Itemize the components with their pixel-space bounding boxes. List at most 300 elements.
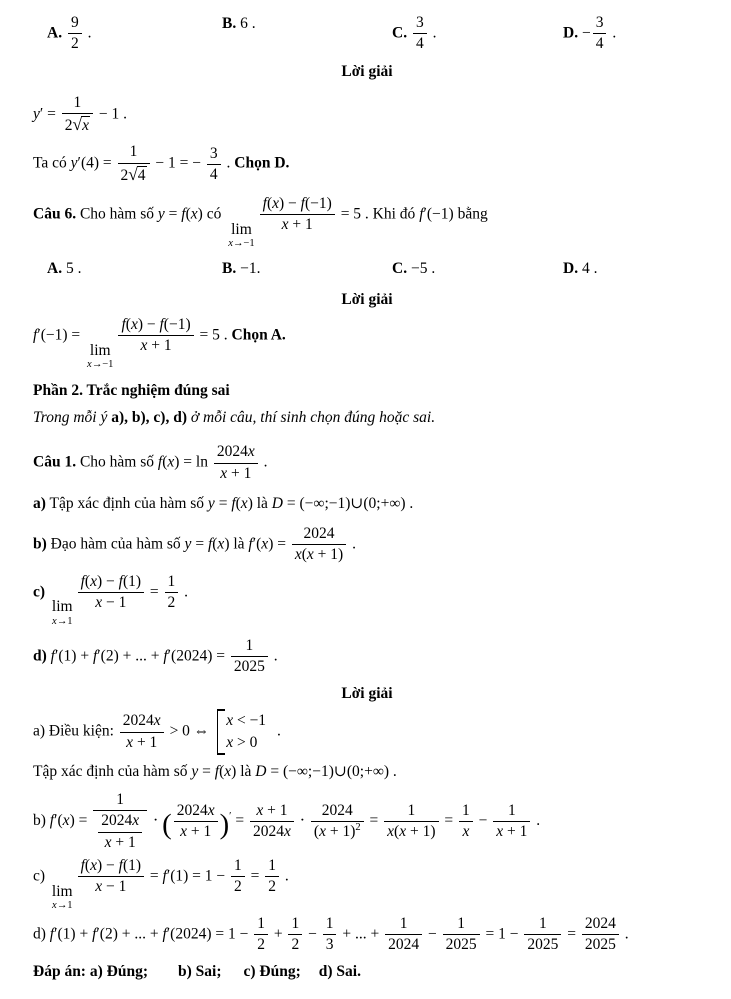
limit-subscript bbox=[52, 616, 72, 628]
denominator bbox=[593, 34, 607, 53]
text-run: 2 bbox=[257, 936, 265, 954]
numerator bbox=[288, 915, 302, 935]
text-run: D bbox=[271, 494, 283, 512]
text-run: x bbox=[319, 822, 326, 840]
limit-subscript bbox=[228, 238, 254, 250]
text-run: 1 bbox=[399, 915, 408, 933]
option-d bbox=[563, 259, 701, 279]
text-run: ) − bbox=[96, 572, 119, 590]
text-run: ( bbox=[125, 315, 131, 333]
text-run: c) Đúng; bbox=[243, 962, 301, 980]
text-run: A. bbox=[47, 260, 63, 278]
fraction bbox=[118, 143, 150, 185]
denominator bbox=[120, 733, 164, 752]
text-run: 1 bbox=[291, 915, 300, 933]
limit bbox=[87, 343, 113, 371]
numerator bbox=[260, 195, 335, 215]
text-run: D bbox=[255, 762, 267, 780]
text-run: C. bbox=[392, 260, 408, 278]
text-run: Đáp án: a) Đúng; bbox=[33, 962, 148, 980]
text-run: 4 bbox=[595, 35, 604, 53]
text-run: ′(2024) = 1 − bbox=[166, 925, 253, 943]
text-run: . bbox=[532, 811, 541, 829]
text-run: f bbox=[80, 572, 85, 590]
text-run: x bbox=[104, 833, 112, 851]
text-run: + 1 bbox=[147, 337, 172, 354]
text-run: 2024 bbox=[321, 801, 353, 819]
numerator bbox=[493, 802, 530, 822]
big-paren: ( bbox=[162, 808, 172, 841]
solution-c bbox=[33, 857, 701, 912]
text-run: 4 bbox=[415, 35, 424, 53]
text-run: −5 . bbox=[407, 260, 436, 278]
text-run: ) = bbox=[268, 535, 290, 553]
text-run: Chọn A. bbox=[231, 326, 286, 344]
numerator bbox=[524, 915, 561, 935]
numerator bbox=[292, 525, 346, 545]
text-run: f bbox=[33, 326, 38, 344]
text-run: c) bbox=[33, 582, 46, 600]
text-run: f bbox=[92, 925, 97, 943]
text-run: = bbox=[198, 762, 215, 780]
numerator bbox=[265, 857, 279, 877]
text-run: 2025 bbox=[233, 658, 265, 676]
text-run: . bbox=[180, 582, 189, 600]
text-run: x bbox=[272, 195, 280, 213]
text-run: D. bbox=[563, 260, 579, 278]
text-run: . bbox=[259, 453, 268, 471]
text-run: x bbox=[226, 712, 234, 730]
text-run: 4 bbox=[137, 166, 146, 184]
text-run: a) Điều kiện: bbox=[33, 722, 118, 740]
fraction bbox=[288, 915, 302, 955]
solution-d bbox=[33, 915, 701, 955]
radical-sign: √ bbox=[72, 114, 83, 134]
text-run: 2 bbox=[120, 166, 129, 184]
answer-options-q5 bbox=[33, 14, 701, 54]
option-b bbox=[222, 14, 392, 54]
text-run: 4 . bbox=[578, 260, 598, 278]
fraction bbox=[443, 915, 480, 955]
text-run: x bbox=[167, 453, 175, 471]
text-run: f bbox=[300, 195, 305, 213]
text-run: = bbox=[214, 494, 232, 512]
text-run: − 1 = − bbox=[151, 154, 205, 172]
text-run: . bbox=[273, 722, 281, 740]
fraction bbox=[582, 915, 619, 955]
text-run: ′(1) + bbox=[54, 647, 93, 665]
text-run: f bbox=[162, 925, 167, 943]
fraction bbox=[311, 802, 364, 842]
text-run: ( bbox=[266, 195, 273, 213]
fraction bbox=[207, 145, 221, 185]
numerator bbox=[118, 316, 193, 336]
denominator bbox=[582, 935, 619, 954]
denominator bbox=[174, 822, 218, 841]
numerator bbox=[385, 915, 422, 935]
text-run: 3 bbox=[325, 936, 334, 954]
denominator bbox=[384, 822, 438, 841]
text-run: x bbox=[130, 315, 138, 333]
numerator bbox=[62, 94, 93, 114]
text-run: ( bbox=[313, 822, 320, 840]
text-run: x bbox=[207, 801, 215, 819]
numerator bbox=[582, 915, 619, 935]
denominator bbox=[524, 935, 561, 954]
text-run: y bbox=[207, 494, 215, 512]
numerator bbox=[323, 915, 337, 935]
denominator bbox=[288, 935, 302, 954]
text-run: y bbox=[70, 154, 78, 172]
denominator bbox=[78, 593, 144, 612]
text-run: x bbox=[294, 546, 302, 564]
question-1-c bbox=[33, 573, 701, 628]
question-1-b bbox=[33, 525, 701, 565]
text-run: ⋅ bbox=[149, 811, 163, 829]
denominator bbox=[68, 34, 82, 53]
text-run: c) bbox=[33, 867, 49, 885]
text-run: ( bbox=[219, 762, 225, 780]
text-run: 1 bbox=[167, 572, 176, 590]
text-run: (−1) bbox=[304, 195, 332, 213]
text-run: 9 bbox=[70, 14, 79, 31]
fraction bbox=[384, 802, 438, 842]
numerator bbox=[384, 802, 438, 822]
text-run: D. bbox=[563, 24, 579, 42]
limit bbox=[228, 222, 254, 250]
text-run: Tập xác định của hàm số bbox=[45, 494, 208, 512]
text-run: f bbox=[118, 572, 123, 590]
text-run: f bbox=[49, 811, 55, 829]
text-run: 1 bbox=[234, 856, 242, 874]
text-run: 2025 bbox=[445, 936, 477, 954]
text-run: x bbox=[387, 822, 395, 840]
text-run: x bbox=[399, 822, 407, 840]
text-run: ′(−1) = bbox=[37, 326, 85, 344]
text-run: ( bbox=[185, 205, 191, 223]
text-run: ) = ln bbox=[174, 453, 212, 471]
option-b bbox=[222, 259, 392, 279]
text-run: . bbox=[608, 24, 617, 42]
text-run: 3 bbox=[415, 14, 424, 31]
text-run: ′( bbox=[252, 535, 262, 553]
text-run: Cho hàm số bbox=[76, 205, 158, 223]
text-run: 2 bbox=[234, 878, 242, 896]
fraction bbox=[260, 195, 335, 235]
text-run: ( bbox=[84, 856, 91, 874]
text-run: f bbox=[49, 925, 55, 943]
numerator bbox=[93, 791, 147, 811]
option-a bbox=[47, 259, 222, 279]
text-run: B. bbox=[222, 15, 237, 32]
text-run: C. bbox=[392, 24, 408, 42]
text-run: ( bbox=[235, 494, 241, 512]
text-run: 2024 bbox=[388, 936, 420, 954]
text-run: ′(4) = bbox=[77, 154, 116, 172]
text-run: 2025 bbox=[584, 936, 616, 954]
text-run: f bbox=[262, 195, 267, 213]
text-run: a), b), c), d) bbox=[111, 409, 188, 427]
text-run: ′ = bbox=[39, 105, 60, 123]
text-run: − bbox=[304, 925, 321, 943]
text-run: ) − bbox=[279, 195, 301, 213]
text-run: x bbox=[95, 878, 103, 896]
text-run: →−1 bbox=[232, 238, 255, 250]
fraction bbox=[593, 14, 607, 54]
question-1 bbox=[33, 443, 701, 483]
text-run: x bbox=[226, 734, 234, 752]
numerator bbox=[593, 14, 607, 34]
text-run: = 5 . bbox=[195, 326, 232, 344]
text-run: = bbox=[440, 811, 458, 829]
fraction bbox=[93, 791, 147, 852]
limit bbox=[52, 884, 73, 912]
text-run: ) − bbox=[137, 315, 160, 333]
text-run: 1 bbox=[129, 143, 138, 161]
text-run: 6 . bbox=[236, 15, 256, 32]
big-paren: ) bbox=[219, 808, 230, 841]
denominator bbox=[323, 935, 337, 954]
question-6 bbox=[33, 195, 701, 250]
text-run: ′(2) + ... + bbox=[96, 925, 163, 943]
solution-a-domain bbox=[33, 762, 701, 782]
case-row bbox=[226, 732, 257, 754]
text-run: 2 bbox=[268, 878, 277, 896]
text-run: = bbox=[246, 867, 264, 885]
text-run: 4 bbox=[209, 165, 218, 183]
text-run: x bbox=[240, 494, 248, 512]
text-run: = 1 − bbox=[481, 925, 523, 943]
question-1-a bbox=[33, 494, 701, 514]
denominator bbox=[165, 593, 179, 612]
text-run: ) là bbox=[231, 762, 256, 780]
text-run: . bbox=[222, 154, 235, 172]
text-run: Câu 1. bbox=[33, 453, 77, 471]
text-run: ) là bbox=[224, 535, 249, 553]
limit-subscript bbox=[52, 900, 72, 912]
case-row bbox=[226, 710, 266, 732]
option-c bbox=[392, 14, 563, 54]
limit bbox=[52, 599, 73, 627]
text-run: x bbox=[52, 615, 57, 627]
text-run: = (−∞;−1)∪(0;+∞) . bbox=[266, 762, 397, 780]
text-run: y bbox=[33, 105, 40, 123]
text-run: f bbox=[419, 205, 424, 223]
text-run: . bbox=[348, 535, 356, 553]
numerator bbox=[311, 802, 364, 822]
solution-header-part2: Lời giải bbox=[341, 685, 393, 703]
numerator bbox=[459, 802, 473, 822]
text-run: f bbox=[163, 647, 168, 665]
denominator bbox=[459, 822, 473, 841]
text-run: = bbox=[146, 867, 163, 885]
part2-header: Phần 2. Trắc nghiệm đúng sai bbox=[33, 381, 230, 399]
text-run: − 1 bbox=[102, 878, 127, 896]
solution-a-condition bbox=[33, 709, 701, 754]
numerator bbox=[231, 857, 245, 877]
denominator bbox=[250, 822, 294, 841]
formula-ta-co bbox=[33, 143, 701, 185]
text-run: ( bbox=[212, 535, 218, 553]
text-run: y bbox=[184, 535, 192, 553]
text-run: f bbox=[159, 315, 164, 333]
text-run: 1 bbox=[538, 915, 547, 933]
text-run: x bbox=[496, 822, 504, 840]
text-run: 1 bbox=[257, 915, 265, 933]
denominator bbox=[62, 114, 93, 135]
text-run: 1 bbox=[268, 856, 277, 874]
text-run: 2024 bbox=[216, 443, 248, 461]
text-run: f bbox=[50, 647, 55, 665]
text-run: 1 bbox=[462, 801, 470, 819]
text-run: x bbox=[62, 811, 70, 829]
question-1-d bbox=[33, 637, 701, 677]
text-run: b) Sai; bbox=[177, 962, 222, 980]
text-run: Ta có bbox=[33, 154, 71, 172]
limit-word: lim bbox=[51, 882, 73, 900]
text-run: x bbox=[180, 822, 187, 840]
text-run: 1 bbox=[245, 636, 254, 654]
text-run: (−1) bbox=[163, 315, 191, 333]
square-root bbox=[128, 164, 146, 184]
text-run: 2 bbox=[355, 821, 361, 833]
text-run: 2024 bbox=[101, 812, 133, 830]
text-run: (1) bbox=[122, 856, 142, 874]
denominator bbox=[118, 336, 193, 355]
cases-bracket bbox=[217, 709, 269, 754]
text-run: x bbox=[52, 899, 57, 911]
text-run: 1 bbox=[116, 790, 125, 808]
text-run: = bbox=[231, 811, 248, 829]
text-run: + 1 bbox=[111, 833, 136, 851]
numerator bbox=[214, 443, 258, 463]
radical-sign: √ bbox=[128, 164, 138, 184]
numerator bbox=[174, 802, 218, 822]
text-run: x bbox=[87, 358, 92, 370]
text-run bbox=[407, 24, 411, 41]
text-run: ( bbox=[162, 453, 168, 471]
text-run: →−1 bbox=[91, 358, 114, 370]
text-run: Câu 6. bbox=[33, 205, 77, 223]
fraction bbox=[68, 14, 82, 54]
denominator bbox=[231, 657, 268, 676]
text-run: < −1 bbox=[233, 712, 267, 730]
text-run: ở mỗi câu, thí sinh chọn đúng hoặc sai. bbox=[187, 409, 436, 427]
fraction bbox=[231, 857, 245, 897]
numerator bbox=[120, 712, 164, 732]
denominator bbox=[385, 935, 422, 954]
option-a bbox=[47, 14, 222, 54]
text-run: →1 bbox=[56, 899, 73, 911]
text-run: + 1 bbox=[133, 733, 158, 751]
text-run: 2 bbox=[70, 35, 79, 53]
text-run: x bbox=[90, 856, 97, 874]
text-run: 1 bbox=[325, 915, 334, 933]
text-run: x bbox=[132, 812, 140, 830]
fraction bbox=[118, 316, 193, 356]
part2-note bbox=[33, 408, 701, 428]
final-answer bbox=[33, 962, 701, 982]
text-run: 2 bbox=[291, 936, 300, 954]
text-run: f bbox=[207, 535, 213, 553]
text-run: f bbox=[157, 453, 163, 471]
denominator bbox=[265, 877, 279, 896]
text-run: . bbox=[281, 867, 289, 885]
text-run: f bbox=[118, 856, 123, 874]
denominator bbox=[493, 822, 530, 841]
text-run: ( bbox=[301, 546, 307, 564]
text-run: = bbox=[563, 925, 580, 943]
text-run: 5 . bbox=[62, 260, 82, 278]
numerator bbox=[254, 915, 268, 935]
text-run: − 1 . bbox=[94, 105, 127, 123]
fraction bbox=[292, 525, 346, 565]
text-run: f bbox=[92, 647, 98, 665]
numerator bbox=[68, 14, 82, 34]
fraction bbox=[214, 443, 258, 483]
text-run: x bbox=[217, 535, 225, 553]
text-run: 2 bbox=[167, 593, 176, 611]
fraction bbox=[165, 573, 179, 613]
fraction bbox=[78, 857, 144, 897]
denominator bbox=[254, 935, 268, 954]
numerator bbox=[413, 14, 427, 34]
denominator bbox=[98, 833, 142, 852]
formula-f-prime-neg1 bbox=[33, 316, 701, 371]
text-run: ′(2024) = bbox=[167, 647, 229, 665]
text-run: x bbox=[220, 464, 228, 482]
text-run: − 1 bbox=[102, 593, 127, 611]
text-run: ′ bbox=[229, 810, 232, 822]
fraction bbox=[413, 14, 427, 54]
answer-options-q6 bbox=[33, 259, 701, 279]
text-run: ( bbox=[394, 822, 400, 840]
text-run: . bbox=[428, 24, 437, 42]
text-run: 2024 bbox=[584, 915, 616, 933]
limit-subscript bbox=[87, 359, 113, 371]
denominator bbox=[207, 165, 221, 184]
superscript bbox=[355, 822, 360, 833]
text-run: > 0 bbox=[233, 734, 258, 752]
fraction bbox=[323, 915, 337, 955]
denominator bbox=[292, 545, 346, 564]
text-run: = bbox=[146, 582, 163, 600]
denominator bbox=[118, 164, 150, 185]
text-run: x bbox=[281, 216, 289, 234]
text-run: x bbox=[95, 593, 103, 611]
square-root bbox=[72, 114, 90, 134]
radicand bbox=[81, 116, 90, 134]
text-run: 2024 bbox=[176, 801, 208, 819]
fraction bbox=[120, 712, 164, 752]
text-run: = bbox=[164, 205, 182, 223]
text-run: + 1) bbox=[406, 822, 436, 840]
fraction bbox=[385, 915, 422, 955]
denominator bbox=[443, 935, 480, 954]
text-run: ) có bbox=[197, 205, 226, 223]
text-run: (1) bbox=[122, 572, 142, 590]
text-run: x bbox=[82, 116, 89, 134]
text-run: 2024 bbox=[122, 712, 154, 730]
text-run: b) bbox=[33, 811, 50, 829]
text-run: 2024 bbox=[303, 524, 335, 542]
text-run: x bbox=[228, 238, 233, 250]
radicand bbox=[137, 166, 147, 184]
denominator bbox=[78, 877, 144, 896]
fraction bbox=[524, 915, 561, 955]
denominator bbox=[231, 877, 245, 896]
text-run bbox=[62, 24, 66, 41]
